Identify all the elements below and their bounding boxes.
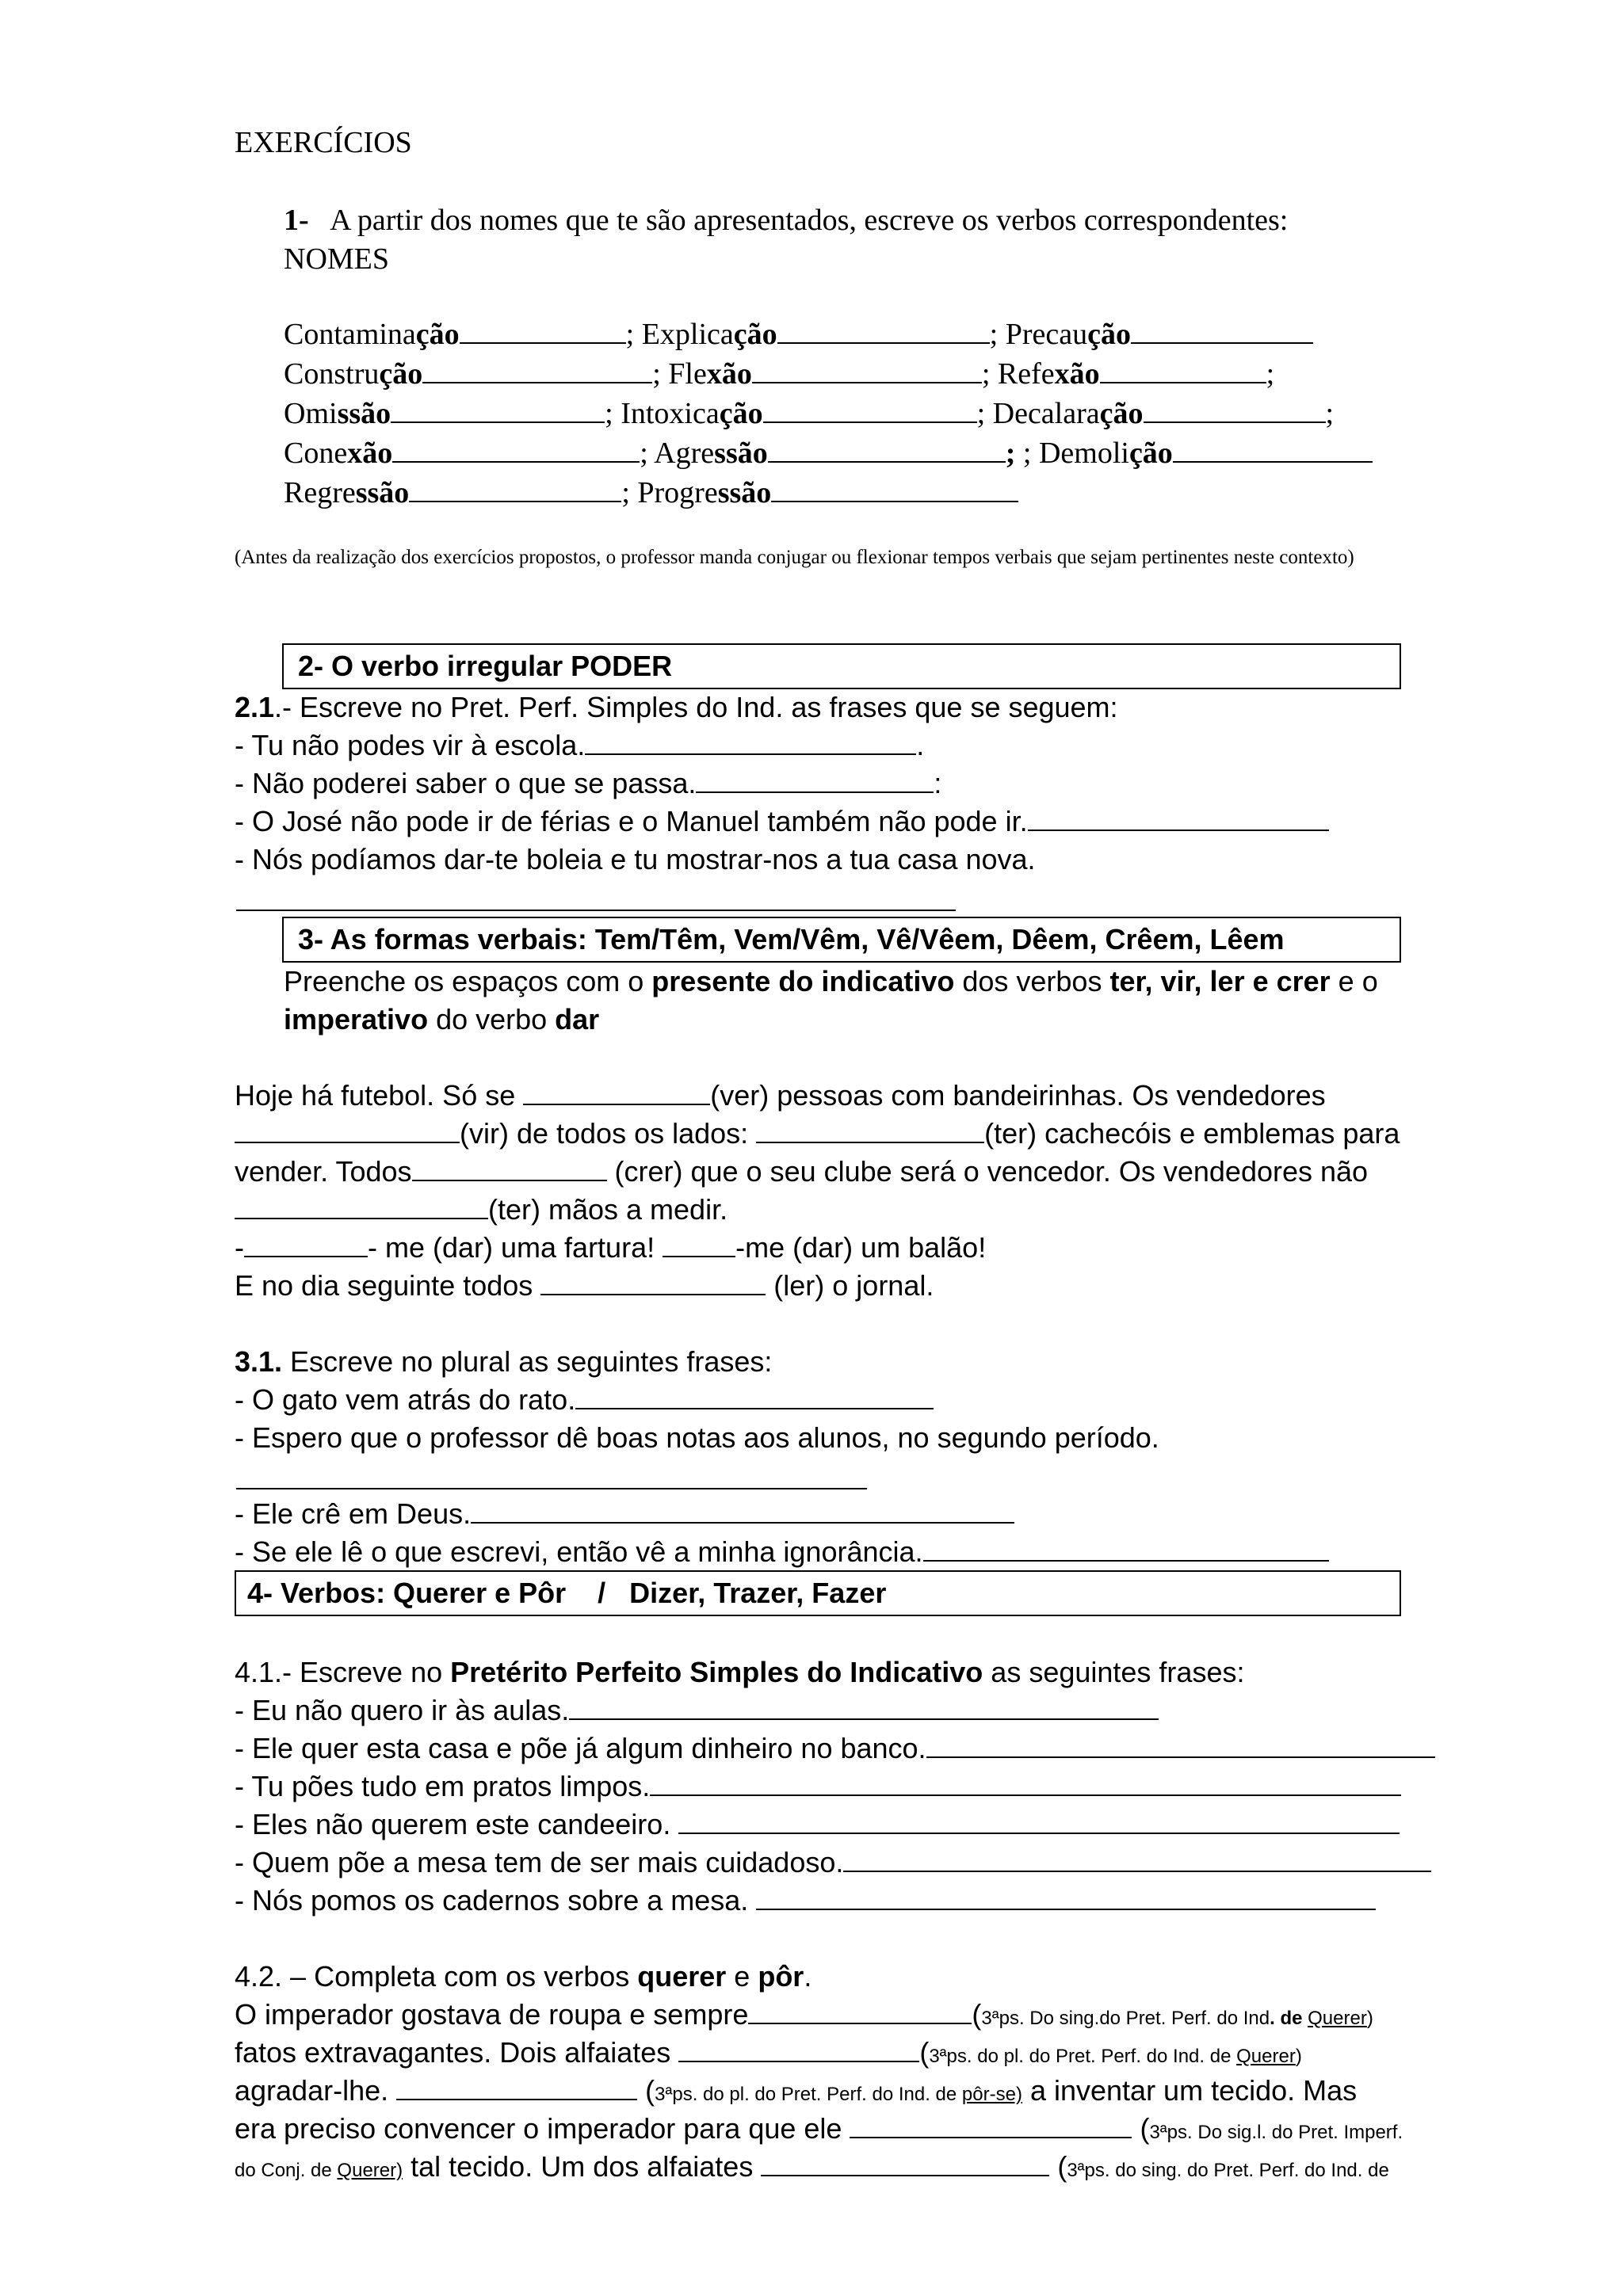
answer-blank[interactable] bbox=[752, 358, 982, 383]
ex3-sub-text: Escreve no plural as seguintes frases: bbox=[282, 1345, 773, 1378]
text: ( bbox=[1132, 2112, 1150, 2145]
text: agradar-lhe. bbox=[235, 2074, 397, 2107]
word-stem: Contamina bbox=[284, 318, 416, 351]
text: (ler) o jornal. bbox=[766, 1269, 934, 1302]
answer-blank[interactable] bbox=[1131, 318, 1313, 344]
ex4-sentence-3 bbox=[235, 1770, 1401, 1803]
sentence-end: . bbox=[916, 729, 925, 761]
ex2-sentence-4: - Nós podíamos dar-te boleia e tu mostrar-nos a tua casa nova. bbox=[235, 843, 1036, 875]
grammar-hint-verb: pôr-se) bbox=[961, 2084, 1022, 2105]
word-stem: ; Intoxica bbox=[605, 397, 720, 430]
ex3-sub-instruction bbox=[235, 1345, 772, 1379]
word-stem: ; Decalara bbox=[976, 397, 1100, 430]
answer-blank[interactable] bbox=[1028, 806, 1329, 831]
answer-blank[interactable] bbox=[412, 1156, 607, 1181]
word-suffix: ção bbox=[719, 397, 763, 430]
ex3-passage-3 bbox=[235, 1155, 1368, 1188]
text-bold: imperativo bbox=[284, 1003, 429, 1035]
ex3-plural-1 bbox=[235, 1383, 934, 1417]
ex1-row-1 bbox=[284, 317, 1313, 352]
ex4-sub-1-instruction bbox=[235, 1656, 1244, 1689]
grammar-hint: ) bbox=[1366, 2008, 1373, 2029]
word-stem: ; Progre bbox=[621, 476, 718, 509]
word-suffix: xão bbox=[347, 437, 393, 470]
text-bold: ter, vir, ler e crer bbox=[1109, 965, 1331, 997]
word-suffix: ssão bbox=[337, 397, 391, 430]
text: - bbox=[235, 1231, 244, 1264]
answer-blank[interactable] bbox=[523, 1080, 710, 1105]
word-suffix: ssão bbox=[717, 476, 772, 509]
answer-blank[interactable] bbox=[460, 318, 626, 344]
ex3-plural-3 bbox=[235, 1497, 1014, 1531]
text: ( bbox=[1049, 2150, 1067, 2183]
sentence-text: - Tu pões tudo em pratos limpos. bbox=[235, 1770, 651, 1802]
ex3-heading: 3- As formas verbais: Tem/Têm, Vem/Vêm, Vê/Vêem, Dêem, Crêem, Lêem bbox=[298, 923, 1285, 955]
word-stem: ; Demoli bbox=[1022, 437, 1129, 470]
ex4-heading: 4- Verbos: Querer e Pôr / Dizer, Trazer, Fazer bbox=[247, 1577, 887, 1609]
ex3-sub-number: 3.1. bbox=[235, 1345, 283, 1378]
word-suffix: ção bbox=[1099, 397, 1144, 430]
text: -me (dar) um balão! bbox=[735, 1231, 987, 1264]
answer-blank[interactable] bbox=[396, 2075, 637, 2100]
text: e bbox=[726, 1960, 758, 1993]
text: tal tecido. Um dos alfaiates bbox=[403, 2150, 762, 2183]
answer-blank[interactable] bbox=[1144, 398, 1326, 423]
ex4-passage-3 bbox=[235, 2074, 1357, 2107]
answer-blank[interactable] bbox=[540, 1270, 766, 1295]
grammar-hint: ) bbox=[1295, 2046, 1302, 2067]
ex1-instruction-text: A partir dos nomes que te são apresentados, escreve os verbos correspondentes: bbox=[330, 204, 1289, 237]
text: fatos extravagantes. Dois alfaiates bbox=[235, 2036, 679, 2069]
text: Hoje há futebol. Só se bbox=[235, 1079, 524, 1112]
answer-blank[interactable] bbox=[391, 398, 605, 423]
ex2-sub-instruction bbox=[235, 691, 1118, 724]
sentence-text: - Se ele lê o que escrevi, então vê a minha ignorância. bbox=[235, 1535, 923, 1568]
text: (crer) que o seu clube será o vencedor. Os vendedores não bbox=[606, 1155, 1369, 1188]
answer-blank[interactable] bbox=[923, 1536, 1329, 1562]
answer-blank[interactable] bbox=[236, 910, 956, 911]
ex4-sentence-5 bbox=[235, 1846, 1431, 1879]
grammar-hint: . de bbox=[1270, 2008, 1308, 2029]
ex3-passage-5 bbox=[235, 1231, 986, 1264]
text: (vir) de todos os lados: bbox=[460, 1117, 757, 1150]
ex2-sub-text: .- Escreve no Pret. Perf. Simples do Ind. as frases que se seguem: bbox=[274, 691, 1118, 723]
ex4-sentence-4 bbox=[235, 1808, 1400, 1841]
grammar-hint: 3ªps. Do sig.l. do Pret. Imperf. bbox=[1149, 2122, 1403, 2143]
answer-blank[interactable] bbox=[663, 1232, 735, 1257]
answer-blank[interactable] bbox=[748, 1999, 972, 2024]
ex3-plural-4 bbox=[235, 1535, 1329, 1569]
ex4-sentence-6 bbox=[235, 1884, 1376, 1917]
ex4-passage-4 bbox=[235, 2112, 1403, 2145]
word-stem: ; Explica bbox=[625, 318, 734, 351]
ex1-number: 1- bbox=[284, 204, 309, 237]
grammar-hint: do Conj. de bbox=[235, 2160, 338, 2181]
answer-blank[interactable] bbox=[392, 437, 640, 463]
sentence-end: : bbox=[934, 767, 942, 799]
answer-blank[interactable] bbox=[761, 2151, 1049, 2176]
ex4-passage-5 bbox=[235, 2150, 1389, 2183]
answer-blank[interactable] bbox=[1100, 358, 1266, 383]
grammar-hint: 3ªps. do pl. do Pret. Perf. do Ind. de bbox=[929, 2046, 1237, 2067]
word-suffix: ção bbox=[379, 357, 423, 391]
sentence-text: - O gato vem atrás do rato. bbox=[235, 1383, 576, 1416]
word-suffix: ção bbox=[1087, 318, 1131, 351]
answer-blank[interactable] bbox=[409, 477, 621, 502]
word-suffix: xão bbox=[1054, 357, 1100, 391]
ex1-row-4: Conexão ; Agressão ; ; Demolição bbox=[284, 436, 1373, 471]
text: - me (dar) uma fartura! bbox=[368, 1231, 663, 1264]
answer-blank[interactable] bbox=[236, 1488, 867, 1489]
text: as seguintes frases: bbox=[983, 1656, 1245, 1688]
answer-blank[interactable] bbox=[850, 2113, 1132, 2138]
word-suffix: ssão bbox=[714, 437, 768, 470]
grammar-hint-verb: Querer bbox=[1236, 2046, 1296, 2067]
text-bold: querer bbox=[637, 1960, 727, 1993]
grammar-hint: 3ªps. Do sing.do Pret. Perf. do Ind bbox=[981, 2008, 1270, 2029]
text: do verbo bbox=[428, 1003, 556, 1035]
answer-blank[interactable] bbox=[926, 1733, 1435, 1758]
ex1-label: NOMES bbox=[284, 242, 390, 276]
sentence-text: - Tu não podes vir à escola. bbox=[235, 729, 586, 761]
teacher-note: (Antes da realização dos exercícios propostos, o professor manda conjugar ou flexionar tempos verbais que sejam pertinentes neste contexto) bbox=[235, 547, 1354, 568]
ex1-instruction bbox=[284, 203, 1288, 238]
text-bold: pôr bbox=[758, 1960, 804, 1993]
sentence-text: - Ele quer esta casa e põe já algum dinheiro no banco. bbox=[235, 1732, 926, 1764]
sentence-text: - Eles não querem este candeeiro. bbox=[235, 1808, 679, 1840]
ex1-row-2 bbox=[284, 357, 1274, 391]
word-suffix: ção bbox=[415, 318, 460, 351]
sentence-text: - Não poderei saber o que se passa. bbox=[235, 767, 697, 799]
text-bold: Pretérito Perfeito Simples do Indicativo bbox=[450, 1656, 983, 1688]
ex4-sentence-2 bbox=[235, 1732, 1435, 1765]
word-stem: Regre bbox=[284, 476, 356, 509]
answer-blank[interactable] bbox=[678, 1809, 1400, 1834]
ex1-row-5 bbox=[284, 475, 1018, 510]
text: Preenche os espaços com o bbox=[284, 965, 652, 997]
ex4-sub-2-instruction bbox=[235, 1960, 812, 1993]
ex2-sentence-3 bbox=[235, 805, 1329, 838]
text: E no dia seguinte todos bbox=[235, 1269, 541, 1302]
text: (ver) pessoas com bandeirinhas. Os vendedores bbox=[710, 1079, 1326, 1112]
separator: ; bbox=[1325, 397, 1335, 430]
ex3-plural-2: - Espero que o professor dê boas notas aos alunos, no segundo período. bbox=[235, 1421, 1159, 1454]
answer-blank[interactable] bbox=[585, 730, 916, 755]
text: 4.1.- Escreve no bbox=[235, 1656, 451, 1688]
answer-blank[interactable] bbox=[678, 2037, 919, 2062]
word-stem: ; Agre bbox=[640, 437, 715, 470]
ex2-sentence-2 bbox=[235, 767, 941, 800]
word-stem: ; Fle bbox=[652, 357, 707, 391]
word-suffix: xão bbox=[706, 357, 752, 391]
ex2-sentence-1 bbox=[235, 729, 924, 762]
text: . bbox=[804, 1960, 812, 1993]
answer-blank[interactable] bbox=[756, 1118, 984, 1143]
text: ( bbox=[637, 2074, 655, 2107]
ex4-passage-2 bbox=[235, 2036, 1302, 2069]
text: O imperador gostava de roupa e sempre bbox=[235, 1998, 749, 2031]
sentence-text: - Ele crê em Deus. bbox=[235, 1497, 472, 1530]
ex3-passage-4 bbox=[235, 1193, 727, 1226]
word-stem: ; Refe bbox=[981, 357, 1055, 391]
text-bold: dar bbox=[555, 1003, 600, 1035]
answer-blank[interactable] bbox=[569, 1695, 1159, 1720]
answer-blank[interactable] bbox=[777, 318, 990, 344]
separator: ; bbox=[1266, 357, 1275, 391]
word-stem: Omi bbox=[284, 397, 338, 430]
text: e o bbox=[1330, 965, 1378, 997]
ex4-passage-1 bbox=[235, 1998, 1373, 2031]
word-suffix: ção bbox=[1128, 437, 1173, 470]
ex4-heading-box bbox=[235, 1570, 1401, 1616]
text: (ter) cachecóis e emblemas para bbox=[984, 1117, 1400, 1150]
text: 4.2. – Completa com os verbos bbox=[235, 1960, 638, 1993]
ex3-passage-2 bbox=[235, 1117, 1400, 1150]
answer-blank[interactable] bbox=[756, 1885, 1376, 1910]
sentence-text: - O José não pode ir de férias e o Manuel também não pode ir. bbox=[235, 805, 1028, 837]
answer-blank[interactable] bbox=[235, 1118, 460, 1143]
ex1-row-3 bbox=[284, 396, 1334, 431]
answer-blank[interactable] bbox=[768, 437, 1006, 463]
word-stem: Constru bbox=[284, 357, 380, 391]
ex2-heading-box bbox=[282, 643, 1401, 689]
ex2-sub-number: 2.1 bbox=[235, 691, 275, 723]
ex4-sentence-1 bbox=[235, 1694, 1159, 1727]
page-title: EXERCÍCIOS bbox=[235, 126, 412, 159]
answer-blank[interactable] bbox=[763, 398, 977, 423]
ex3-passage-6 bbox=[235, 1269, 934, 1302]
grammar-hint-verb: Querer bbox=[1308, 2008, 1367, 2029]
grammar-hint: 3ªps. do pl. do Pret. Perf. do Ind. de bbox=[655, 2084, 962, 2105]
answer-blank[interactable] bbox=[244, 1232, 368, 1257]
answer-blank[interactable] bbox=[422, 358, 652, 383]
answer-blank[interactable] bbox=[1173, 437, 1373, 463]
ex2-heading: 2- O verbo irregular PODER bbox=[298, 650, 673, 682]
ex3-instruction-line-1 bbox=[284, 965, 1378, 998]
text: (ter) mãos a medir. bbox=[488, 1193, 728, 1226]
text-bold: presente do indicativo bbox=[651, 965, 955, 997]
answer-blank[interactable] bbox=[575, 1384, 934, 1409]
text: ( bbox=[972, 1998, 982, 2031]
grammar-hint: 3ªps. do sing. do Pret. Perf. do Ind. de bbox=[1067, 2160, 1389, 2181]
answer-blank[interactable] bbox=[471, 1498, 1014, 1524]
answer-blank[interactable] bbox=[696, 768, 934, 793]
sentence-text: - Nós pomos os cadernos sobre a mesa. bbox=[235, 1884, 757, 1917]
answer-blank[interactable] bbox=[771, 477, 1018, 502]
sentence-text: - Eu não quero ir às aulas. bbox=[235, 1694, 570, 1726]
word-stem: Cone bbox=[284, 437, 348, 470]
word-stem: ; Precau bbox=[989, 318, 1088, 351]
sentence-text: - Quem põe a mesa tem de ser mais cuidadoso. bbox=[235, 1846, 844, 1878]
text: a inventar um tecido. Mas bbox=[1022, 2074, 1358, 2107]
grammar-hint-verb: Querer) bbox=[337, 2160, 403, 2181]
answer-blank[interactable] bbox=[650, 1771, 1401, 1796]
text: dos verbos bbox=[954, 965, 1110, 997]
answer-blank[interactable] bbox=[235, 1194, 488, 1219]
ex3-heading-box bbox=[282, 917, 1401, 963]
word-suffix: ssão bbox=[355, 476, 410, 509]
text: ( bbox=[919, 2036, 930, 2069]
word-suffix: ção bbox=[733, 318, 777, 351]
text: vender. Todos bbox=[235, 1155, 412, 1188]
answer-blank[interactable] bbox=[843, 1847, 1431, 1872]
text: era preciso convencer o imperador para que ele bbox=[235, 2112, 850, 2145]
ex3-instruction-line-2 bbox=[284, 1003, 599, 1036]
ex3-passage-1 bbox=[235, 1079, 1326, 1112]
